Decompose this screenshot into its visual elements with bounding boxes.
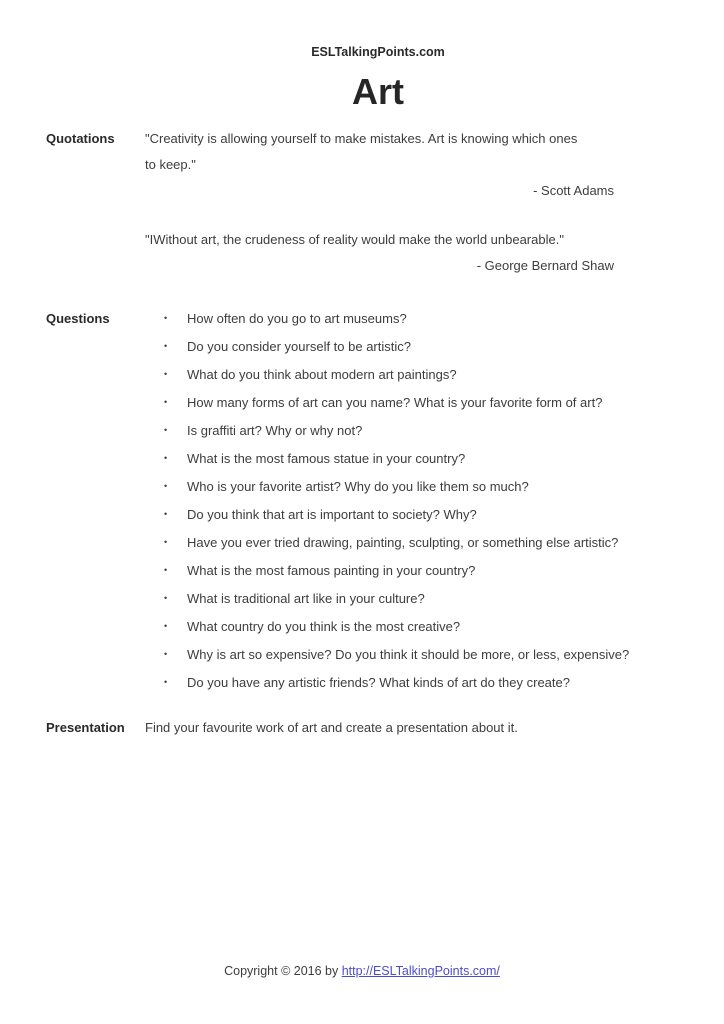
question-item bbox=[145, 561, 675, 580]
bullet-icon: • bbox=[164, 453, 168, 463]
questions-list bbox=[145, 309, 675, 692]
presentation-section bbox=[0, 718, 724, 737]
bullet-icon: • bbox=[164, 341, 168, 351]
bullet-icon: • bbox=[164, 425, 168, 435]
question-item bbox=[145, 365, 675, 384]
quote-attribution: - Scott Adams bbox=[533, 183, 614, 198]
questions-section bbox=[0, 309, 724, 692]
bullet-icon: • bbox=[164, 509, 168, 519]
presentation-label: Presentation bbox=[46, 720, 125, 735]
quotations-section bbox=[0, 126, 724, 279]
page-footer bbox=[0, 962, 724, 980]
quote-attribution: - George Bernard Shaw bbox=[476, 258, 614, 273]
question-text: Do you have any artistic friends? What kinds of art do they create? bbox=[187, 675, 570, 690]
question-item bbox=[145, 673, 675, 692]
question-item bbox=[145, 533, 675, 552]
quotation-item bbox=[145, 227, 645, 279]
question-text: Who is your favorite artist? Why do you like them so much? bbox=[187, 479, 529, 494]
quote-text bbox=[145, 227, 645, 253]
question-text: How often do you go to art museums? bbox=[187, 311, 407, 326]
question-item bbox=[145, 645, 675, 664]
question-text: What is the most famous statue in your country? bbox=[187, 451, 466, 466]
bullet-icon: • bbox=[164, 649, 168, 659]
bullet-icon: • bbox=[164, 593, 168, 603]
question-text: Why is art so expensive? Do you think it should be more, or less, expensive? bbox=[187, 647, 630, 662]
footer-link[interactable]: http://ESLTalkingPoints.com/ bbox=[341, 964, 500, 978]
quotations-label: Quotations bbox=[46, 131, 115, 146]
bullet-icon: • bbox=[164, 397, 168, 407]
site-header: ESLTalkingPoints.com bbox=[311, 45, 445, 59]
quote-text bbox=[145, 126, 645, 178]
question-item bbox=[145, 589, 675, 608]
page-title: Art bbox=[352, 71, 404, 112]
question-text: Do you think that art is important to society? Why? bbox=[187, 507, 477, 522]
question-text: What is the most famous painting in your country? bbox=[187, 563, 476, 578]
bullet-icon: • bbox=[164, 537, 168, 547]
question-item bbox=[145, 421, 675, 440]
presentation-text: Find your favourite work of art and create a presentation about it. bbox=[145, 720, 518, 735]
question-text: What is traditional art like in your culture? bbox=[187, 591, 425, 606]
bullet-icon: • bbox=[164, 677, 168, 687]
question-text: What country do you think is the most creative? bbox=[187, 619, 461, 634]
question-item bbox=[145, 617, 675, 636]
question-item bbox=[145, 477, 675, 496]
question-item bbox=[145, 393, 675, 412]
quotation-item bbox=[145, 126, 645, 204]
bullet-icon: • bbox=[164, 481, 168, 491]
question-item bbox=[145, 449, 675, 468]
question-text: What do you think about modern art paintings? bbox=[187, 367, 457, 382]
bullet-icon: • bbox=[164, 369, 168, 379]
copyright-text: Copyright © 2016 by bbox=[224, 964, 342, 978]
quotations-content bbox=[145, 126, 645, 279]
question-item bbox=[145, 337, 675, 356]
quote-text-line: "IWithout art, the crudeness of reality would make the world unbearable." bbox=[145, 232, 564, 247]
quote-text-line: to keep." bbox=[145, 157, 196, 172]
bullet-icon: • bbox=[164, 621, 168, 631]
bullet-icon: • bbox=[164, 313, 168, 323]
question-item bbox=[145, 309, 675, 328]
question-text: Have you ever tried drawing, painting, sculpting, or something else artistic? bbox=[187, 535, 619, 550]
quote-text-line: "Creativity is allowing yourself to make mistakes. Art is knowing which ones bbox=[145, 131, 578, 146]
question-text: Is graffiti art? Why or why not? bbox=[187, 423, 363, 438]
question-text: How many forms of art can you name? What is your favorite form of art? bbox=[187, 395, 603, 410]
bullet-icon: • bbox=[164, 565, 168, 575]
question-text: Do you consider yourself to be artistic? bbox=[187, 339, 411, 354]
questions-label: Questions bbox=[46, 311, 110, 326]
question-item bbox=[145, 505, 675, 524]
